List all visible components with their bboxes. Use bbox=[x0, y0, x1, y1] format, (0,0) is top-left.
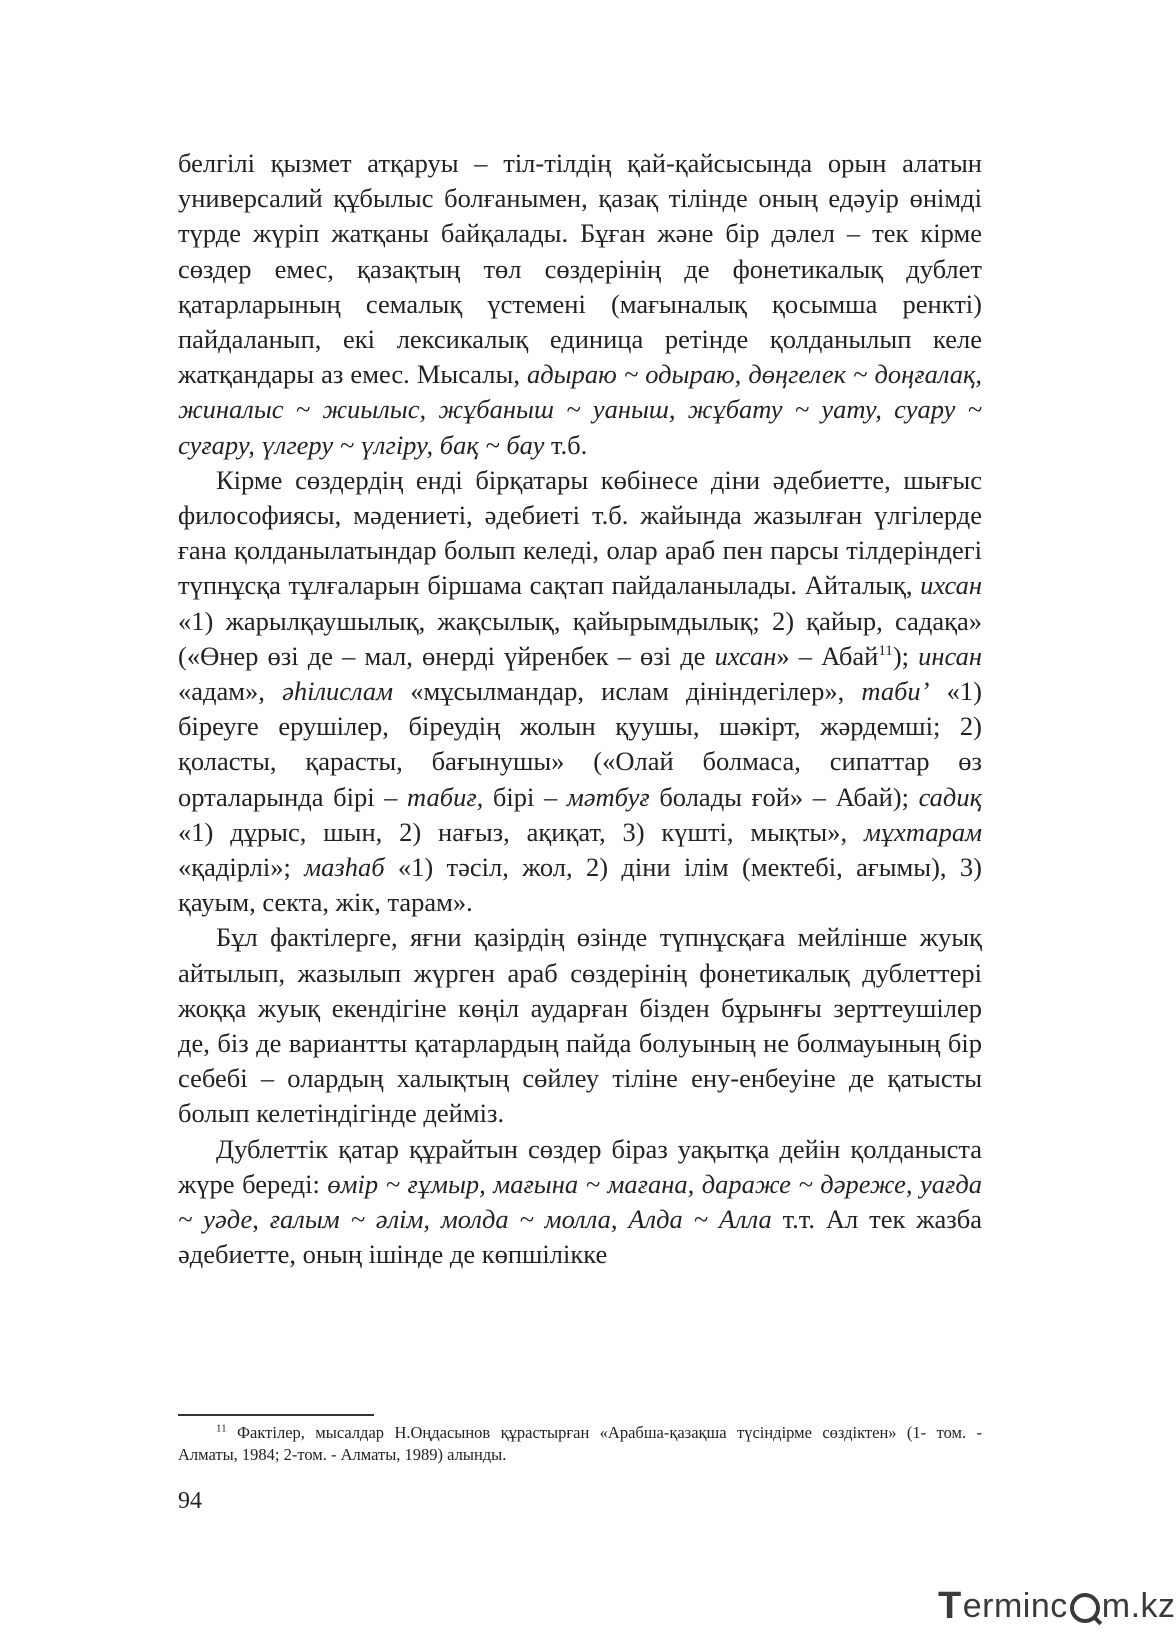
text-segment: «мұсылмандар, ислам дініндегілер», bbox=[393, 676, 862, 707]
footnote-reference: 11 bbox=[878, 643, 893, 660]
italic-example: таби’ bbox=[861, 676, 930, 707]
italic-example: ихсан bbox=[714, 640, 777, 671]
page-body bbox=[178, 146, 982, 1273]
paragraph bbox=[178, 146, 982, 463]
italic-example: әһілислам bbox=[282, 676, 394, 707]
text-segment: «1) тәсіл, жол, 2) діни ілім (мектебі, ағымы), 3) қауым, секта, жік, тарам». bbox=[178, 852, 982, 918]
italic-example: садиқ bbox=[918, 781, 982, 812]
text-segment: » – Абай bbox=[776, 640, 879, 671]
text-segment: белгілі қызмет атқаруы – тіл-тілдің қай-қайсысында орын алатын универсалий құбылыс болғанымен, қазақ тілінде оның едәуір өнімді түрде жүріп жатқаны байқалады. Бұған және бір дәлел – тек кірме сөздер емес, қазақтың төл сөздерінің де фонетикалық дублет қатарларының семалық үстемені (мағыналық қосымша ренкті) пайдаланып, екі лексикалық единица ретінде қолданылып келе жатқандары аз емес. Мысалы, bbox=[178, 148, 982, 390]
text-segment: «1) біреуге ерушілер, біреудің жолын қуушы, шәкірт, жәрдемші; 2) қоласты, қарасты, бағынушы» («Олай болмаса, сипаттар өз орталарында бірі – bbox=[178, 676, 983, 812]
text-segment: «адам», bbox=[178, 676, 283, 707]
text-segment: Дублеттік қатар құрайтын сөздер біраз уақытқа дейін қолданыста жүре береді: bbox=[178, 1133, 982, 1199]
italic-example: мәтбуғ bbox=[566, 781, 650, 812]
logo-text-suffix: m.kz bbox=[1101, 1586, 1176, 1625]
paragraph bbox=[178, 463, 982, 921]
text-segment: болады ғой» – Абай); bbox=[649, 781, 919, 812]
italic-example: мұхтарам bbox=[863, 816, 982, 847]
termincom-logo-watermark bbox=[938, 1584, 1176, 1628]
italic-example: өмір ~ ғұмыр, мағына ~ мағана, дараже ~ дәреже, уағда ~ уәде, ғалым ~ әлім, молда ~ молла, Алда ~ Алла bbox=[178, 1168, 982, 1235]
text-segment: т.т. Ал тек жазба әдебиетте, оның ішінде де көпшілікке bbox=[178, 1204, 982, 1270]
italic-example: табиғ, bbox=[407, 781, 484, 812]
text-segment: Бұл фактілерге, яғни қазірдің өзінде түпнұсқаға мейлінше жуық айтылып, жазылып жүрген араб сөздерінің фонетикалық дублеттері жоққа жуық екендігіне көңіл аударған бізден бұрынғы зерттеушілер де, біз де вариантты қатарлардың пайда болуының не болмауының бір себебі – олардың халықтың сөйлеу тіліне ену-енбеуіне де қатысты болып келетіндігінде дейміз. bbox=[178, 922, 982, 1129]
italic-example: инсан bbox=[918, 640, 982, 671]
text-segment: т.б. bbox=[544, 429, 588, 460]
footnote-divider bbox=[178, 1414, 374, 1416]
paragraph bbox=[178, 1132, 982, 1273]
text-segment: бірі – bbox=[483, 781, 567, 812]
body-text bbox=[178, 146, 982, 1273]
text-segment: «қадірлі»; bbox=[178, 852, 305, 883]
italic-example: адыраю ~ одыраю, дөңгелек ~ доңғалақ, жиналыс ~ жиылыс, жұбаныш ~ уаныш, жұбату ~ уату, суару ~ суғару, үлгеру ~ үлгіру, бақ ~ бау bbox=[178, 359, 982, 460]
italic-example: мазһаб bbox=[304, 852, 385, 883]
italic-example: ихсан bbox=[920, 570, 982, 601]
logo-letter-t: T bbox=[938, 1584, 962, 1627]
footnote-text: Фактілер, мысалдар Н.Оңдасынов құрастырған «Арабша-қазақша түсіндірме сөздіктен» (1- том. - Алматы, 1984; 2-том. - Алматы, 1989) алынды. bbox=[178, 1423, 982, 1464]
magnifier-icon bbox=[1070, 1593, 1100, 1623]
text-segment: ); bbox=[892, 640, 919, 671]
page-number: 94 bbox=[178, 1488, 202, 1514]
text-segment: «1) дұрыс, шын, 2) нағыз, ақиқат, 3) күшті, мықты», bbox=[178, 816, 864, 847]
footnote bbox=[178, 1422, 982, 1466]
footnote-number: 11 bbox=[216, 1422, 227, 1435]
text-segment: «1) жарылқаушылық, жақсылық, қайырымдылық; 2) қайыр, садақа» («Өнер өзі де – мал, өнерді үйренбек – өзі де bbox=[178, 605, 982, 671]
paragraph bbox=[178, 920, 982, 1131]
text-segment: Кірме сөздердің енді бірқатары көбінесе діни әдебиетте, шығыс философиясы, мәдениеті, әдебиеті т.б. жайында жазылған үлгілерде ғана қолданылатындар болып келеді, олар араб пен парсы тілдеріндегі түпнұсқа тұлғаларын біршама сақтап пайдаланылады. Айталық, bbox=[178, 464, 982, 601]
logo-text-middle: erminc bbox=[962, 1586, 1068, 1625]
